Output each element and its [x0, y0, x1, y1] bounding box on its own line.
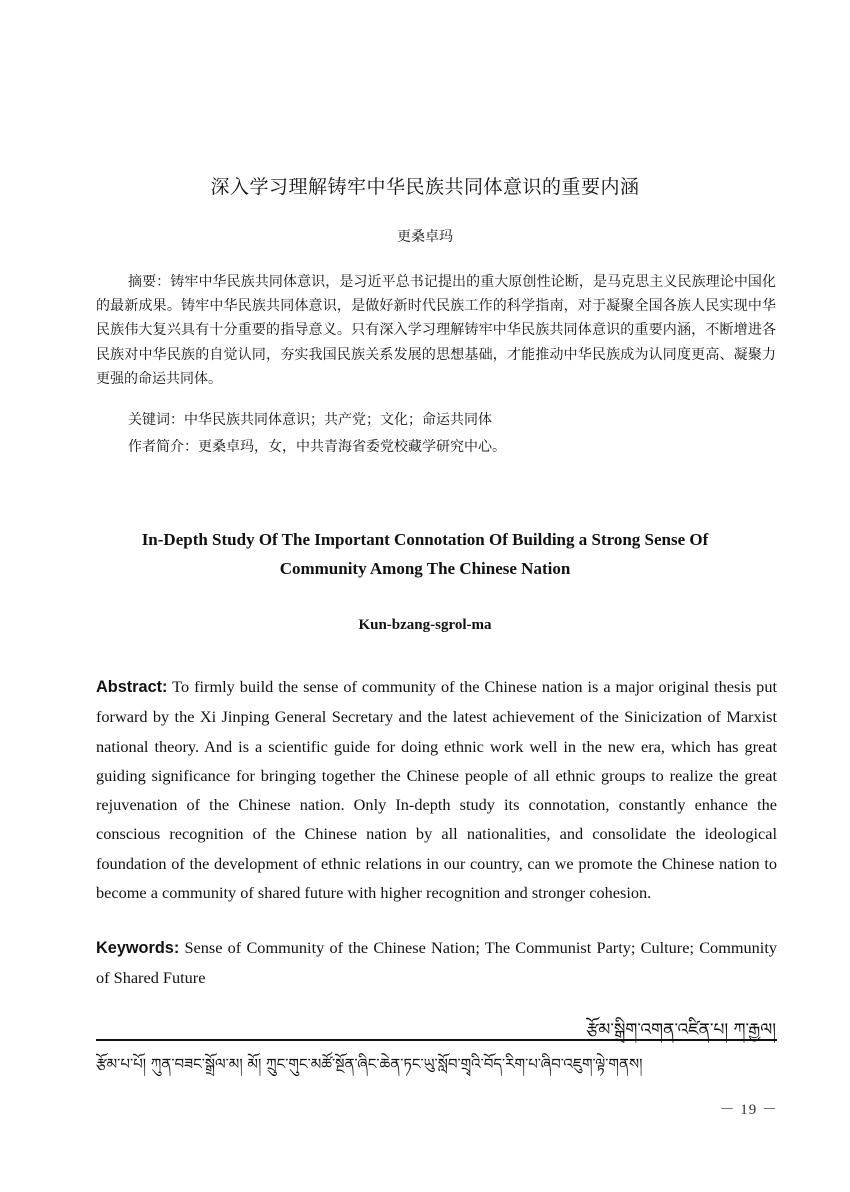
- english-keywords: [96, 933, 777, 993]
- english-abstract-label: Abstract:: [96, 678, 168, 696]
- english-title-line1: In-Depth Study Of The Important Connotation Of Building a Strong Sense Of: [141, 530, 709, 549]
- chinese-abstract-text: 铸牢中华民族共同体意识，是习近平总书记提出的重大原创性论断，是马克思主义民族理论中国化的最新成果。铸牢中华民族共同体意识，是做好新时代民族工作的科学指南，对于凝聚全国各族人民实现中华民族伟大复兴具有十分重要的指导意义。只有深入学习理解铸牢中华民族共同体意识的重要内涵，不断增进各民族对中华民族的自觉认同，夯实我国民族关系发展的思想基础，才能推动中华民族成为认同度更高、凝聚力更强的命运共同体。: [96, 274, 777, 387]
- english-keywords-label: Keywords:: [96, 939, 180, 957]
- chinese-keywords-text: 中华民族共同体意识；共产党；文化；命运共同体: [184, 412, 492, 428]
- chinese-author: 更桑卓玛: [397, 229, 453, 245]
- english-abstract-text: To firmly build the sense of community of the Chinese nation is a major original thesis put forward by the Xi Jinping General Secretary and the latest achievement of the Sinicization of Marxist national theory. And is a scientific guide for doing ethnic work well in the new era, which has great guiding significance for bringing together the Chinese people of all ethnic groups to realize the great rejuvenation of the Chinese nation. Only In-depth study its connotation, constantly enhance the conscious recognition of the Chinese nation by all nationalities, and consolidate the ideological foundation of the development of ethnic relations in our country, can we promote the Chinese nation to become a community of shared future with higher recognition and stronger cohesion.: [96, 677, 777, 903]
- chinese-keywords: [128, 409, 492, 429]
- editor-line: རྩོམ་སྒྲིག་འགན་འཛིན་པ། ཀ་རྒྱལ།: [586, 1020, 776, 1040]
- chinese-title: 深入学习理解铸牢中华民族共同体意识的重要内涵: [210, 176, 640, 198]
- chinese-keywords-label: 关键词：: [128, 412, 184, 428]
- footer-rule: [96, 1039, 777, 1041]
- chinese-author-bio: [128, 436, 506, 456]
- english-author: Kun-bzang-sgrol-ma: [358, 617, 492, 633]
- chinese-abstract: [96, 270, 776, 391]
- chinese-bio-text: 更桑卓玛，女，中共青海省委党校藏学研究中心。: [198, 439, 506, 455]
- english-abstract: [96, 672, 777, 907]
- tibetan-author-line: རྩོམ་པ་པོ། ཀུན་བཟང་སྒྲོལ་མ། མོ། ཀྲུང་གུང་མཚོ་སྔོན་ཞིང་ཆེན་ཏང་ཡུ་སློབ་གྲྭའི་བོད་རིག་པ་ཞིབ་འཇུག་ལྟེ་གནས།: [96, 1055, 643, 1073]
- page-number: － 19 －: [719, 1102, 778, 1118]
- english-title-line2: Community Among The Chinese Nation: [279, 559, 571, 578]
- chinese-abstract-label: 摘要：: [128, 274, 171, 290]
- chinese-bio-label: 作者简介：: [128, 439, 198, 455]
- english-keywords-text: Sense of Community of the Chinese Nation; The Communist Party; Culture; Community of Shared Future: [96, 938, 777, 988]
- english-title: [110, 525, 740, 583]
